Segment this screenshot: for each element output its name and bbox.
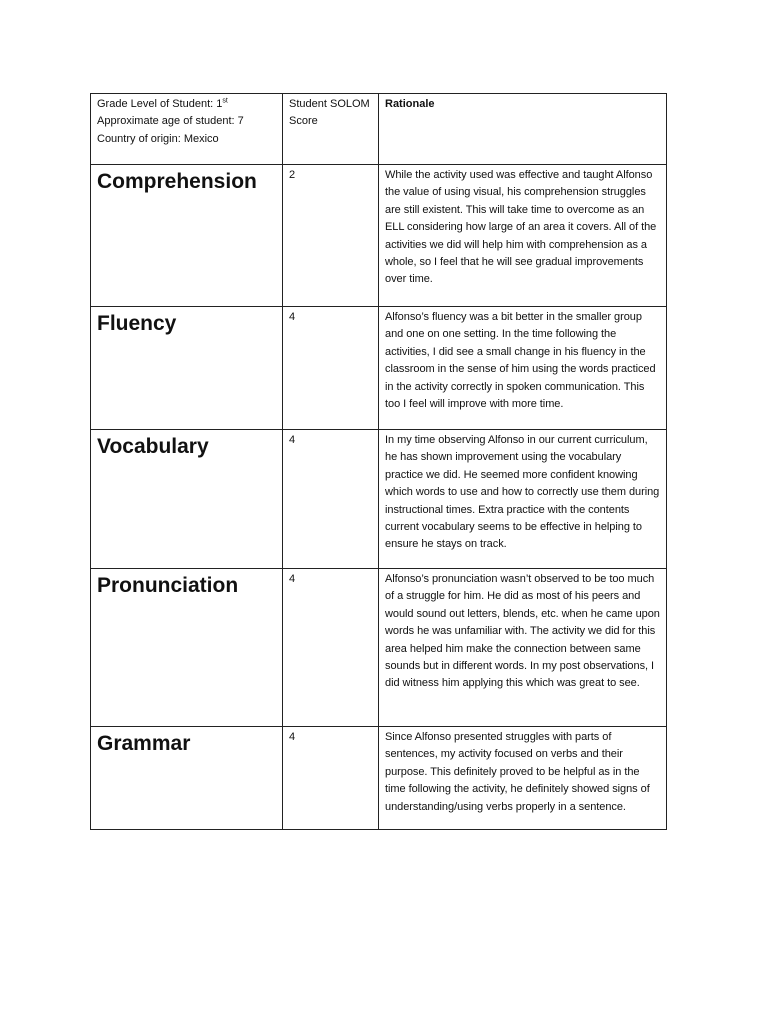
table-row [91,430,667,569]
category-label: Fluency [97,312,177,335]
rationale-cell [379,727,667,830]
rationale-cell [379,165,667,307]
rationale-text: While the activity used was effective and taught Alfonso the value of using visual, his comprehension struggles are still existent. This will take time to overcome as an ELL considering how large of an area it covers. All of the activities we did will help him with comprehension as a whole, so I feel that he will see gradual improvements over time. [385,169,657,286]
category-label: Vocabulary [97,435,209,458]
rationale-text: Alfonso’s pronunciation wasn’t observed to be too much of a struggle for him. He did as most of his peers and would sound out letters, blends, etc. when he came upon words he was unfamiliar with. The activity we did for this area helped him make the connection between same sounds but in different words. In my post observations, I did witness him applying this which was great to see. [385,573,660,690]
category-cell [91,307,283,430]
score-cell [283,307,379,430]
grade-level-superscript: st [222,97,228,105]
rationale-header: Rationale [385,98,435,110]
student-info-cell [91,94,283,165]
score-cell [283,165,379,307]
country-line: Country of origin: Mexico [97,132,219,145]
category-label: Pronunciation [97,574,239,597]
table-row [91,165,667,307]
table-row [91,569,667,727]
score-cell [283,727,379,830]
score-value: 4 [289,731,296,743]
score-value: 4 [289,434,296,446]
category-cell [91,165,283,307]
score-cell [283,569,379,727]
rationale-text: In my time observing Alfonso in our current curriculum, he has shown improvement using the vocabulary practice we did. He seemed more confident knowing which words to use and how to correctly use them during instructional times. Extra practice with the contents current vocabulary seems to be effective in helping to ensure he stays on track. [385,434,660,551]
category-label: Grammar [97,732,191,755]
table-row [91,307,667,430]
grade-level-text: Grade Level of Student: 1 [97,98,223,110]
score-cell [283,430,379,569]
score-header: Student SOLOM Score [289,98,370,128]
rationale-cell [379,430,667,569]
table-row [91,727,667,830]
category-cell [91,727,283,830]
age-line: Approximate age of student: 7 [97,115,244,128]
rationale-cell [379,569,667,727]
category-cell [91,569,283,727]
score-value: 4 [289,311,296,323]
score-value: 2 [289,169,296,181]
rationale-text: Since Alfonso presented struggles with parts of sentences, my activity focused on verbs and their purpose. This definitely proved to be helpful as in the time following the activity, he definitely showed signs of understanding/using verbs properly in a sentence. [385,731,650,813]
category-label: Comprehension [97,170,257,193]
solom-score-table [90,93,667,830]
score-header-cell [283,94,379,165]
rationale-header-cell [379,94,667,165]
score-value: 4 [289,573,296,585]
table-header-row [91,94,667,165]
rationale-cell [379,307,667,430]
grade-level-line [97,96,276,113]
category-cell [91,430,283,569]
rationale-text: Alfonso’s fluency was a bit better in the smaller group and one on one setting. In the time following the activities, I did see a small change in his fluency in the classroom in the sense of him using the words practiced in the activity correctly in spoken communication. This too I feel will improve with more time. [385,311,656,411]
